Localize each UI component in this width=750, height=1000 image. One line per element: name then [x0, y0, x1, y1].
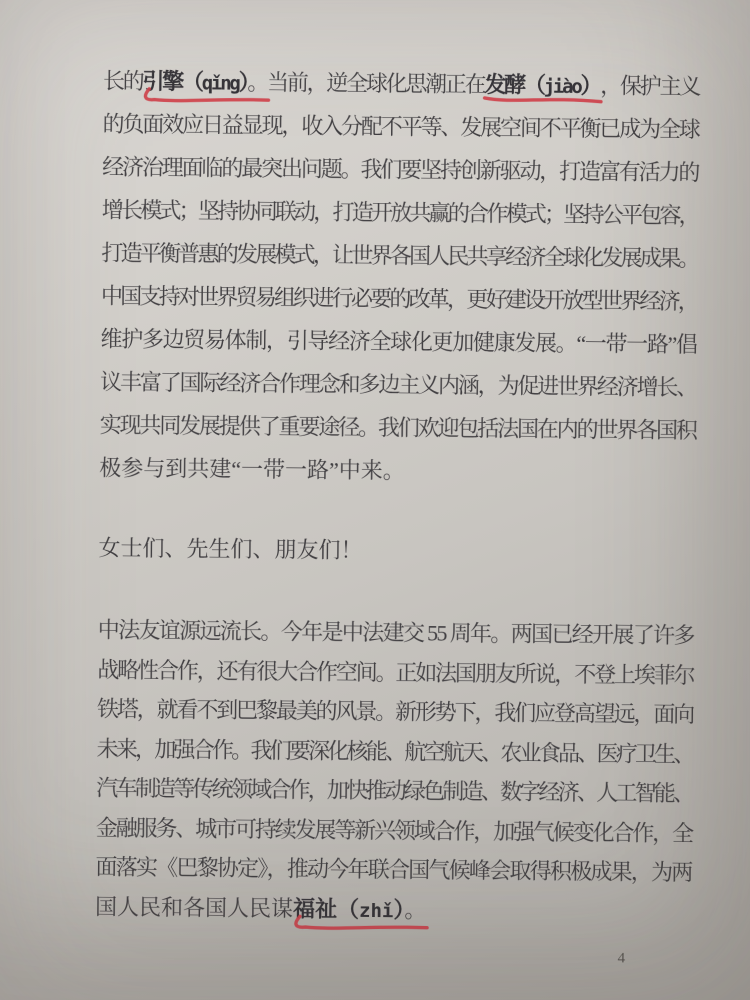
bold-term: ）: [393, 896, 405, 922]
text-line: [103, 59, 699, 108]
text-line: [100, 317, 696, 366]
text-run: 增长模式；坚持协同联动，打造开放共赢的合作模式；坚持公平包容，: [101, 197, 699, 229]
text-line: [102, 188, 698, 237]
text-run: 面落实《巴黎协定》，推动今年联合国气候峰会取得积极成果，为两: [95, 854, 692, 886]
text-line: [96, 768, 692, 813]
text-run: 中法友谊源远流长。今年是中法建交 55 周年。两国已经开展了许多: [97, 617, 694, 649]
text-run: 中国支持对世界贸易组织进行必要的改革，更好建设开放型世界经济，: [100, 283, 698, 315]
bold-term: ）: [580, 72, 601, 99]
text-line: [96, 808, 692, 853]
text-line: [99, 446, 695, 495]
text-run: 当前，逆全球化思潮正在: [267, 69, 485, 98]
bold-term: （: [523, 72, 544, 98]
text-run: 汽车制造等传统领域合作，加快推动绿色制造、数字经济、人工智能、: [96, 775, 693, 807]
text-line: [101, 231, 697, 280]
text-run: 实现共同发展提供了重要途径。我们欢迎包括法国在内的世界各国积: [99, 412, 696, 444]
red-underlined-term: [293, 896, 427, 924]
text-line: [96, 729, 692, 774]
text-run: 长的: [102, 68, 143, 94]
text-line: [100, 403, 696, 452]
text-line: [102, 145, 698, 194]
paragraph-globalization: [99, 59, 699, 495]
text-line: [95, 887, 691, 932]
text-run: 铁塔，就看不到巴黎最美的风景。新形势下，我们应登高望远，面向: [96, 696, 694, 728]
text-line: [98, 610, 694, 655]
text-run: 女士们、先生们、朋友们！: [98, 535, 363, 563]
salutation-line: [98, 526, 694, 575]
page-number: 4: [617, 950, 626, 967]
text-run: 极参与到共建“一带一路”中来。: [99, 455, 405, 484]
text-line: [97, 689, 693, 734]
text-run: 的负面效应日益显现，收入分配不平等、发展空间不平衡已成为全球: [102, 111, 699, 143]
pinyin-annotation: qǐng: [201, 72, 239, 95]
text-run: 国人民和各国人民谋: [94, 893, 294, 921]
text-line: [101, 274, 697, 323]
bold-term: ）: [238, 69, 248, 95]
pinyin-annotation: zhǐ: [359, 899, 394, 922]
text-run: 战略性合作，还有很大合作空间。正如法国朋友所说，不登上埃菲尔: [97, 656, 694, 688]
text-run: 金融服务、城市可持续发展等新兴领域合作，加强气候变化合作，全: [95, 814, 693, 846]
red-underline-stroke: [481, 91, 605, 108]
text-run: 。: [404, 896, 427, 923]
text-run: 维护多边贸易体制，引导经济全球化更加健康发展。“一带一路”倡: [100, 326, 697, 358]
red-underline-stroke: [290, 915, 432, 932]
text-block: [95, 59, 699, 932]
bold-term: 福祉: [292, 895, 338, 922]
text-line: [100, 360, 696, 409]
red-underlined-term: [142, 69, 267, 97]
text-line: [98, 526, 694, 575]
bold-term: （: [336, 896, 360, 922]
red-underline-stroke: [139, 88, 272, 105]
paragraph-china-france: [95, 610, 694, 932]
red-underlined-term: [484, 72, 600, 100]
text-run: 未来，加强合作。我们要深化核能、航空航天、农业食品、医疗卫生、: [96, 735, 693, 767]
text-run: 。: [247, 69, 268, 95]
text-run: 经济治理面临的最突出问题。我们要坚持创新驱动，打造富有活力的: [102, 154, 699, 186]
text-run: ，保护主义: [600, 73, 700, 100]
text-line: [102, 102, 698, 151]
pinyin-annotation: jiào: [543, 75, 581, 98]
bold-term: 引擎: [142, 68, 183, 95]
bold-term: 发酵: [484, 72, 525, 98]
text-run: 打造平衡普惠的发展模式，让世界各国人民共享经济全球化发展成果。: [101, 240, 698, 272]
text-line: [95, 847, 691, 892]
text-run: 议丰富了国际经济合作理念和多边主义内涵，为促进世界经济增长、: [100, 369, 697, 401]
text-line: [97, 650, 693, 695]
bold-term: （: [181, 69, 202, 95]
